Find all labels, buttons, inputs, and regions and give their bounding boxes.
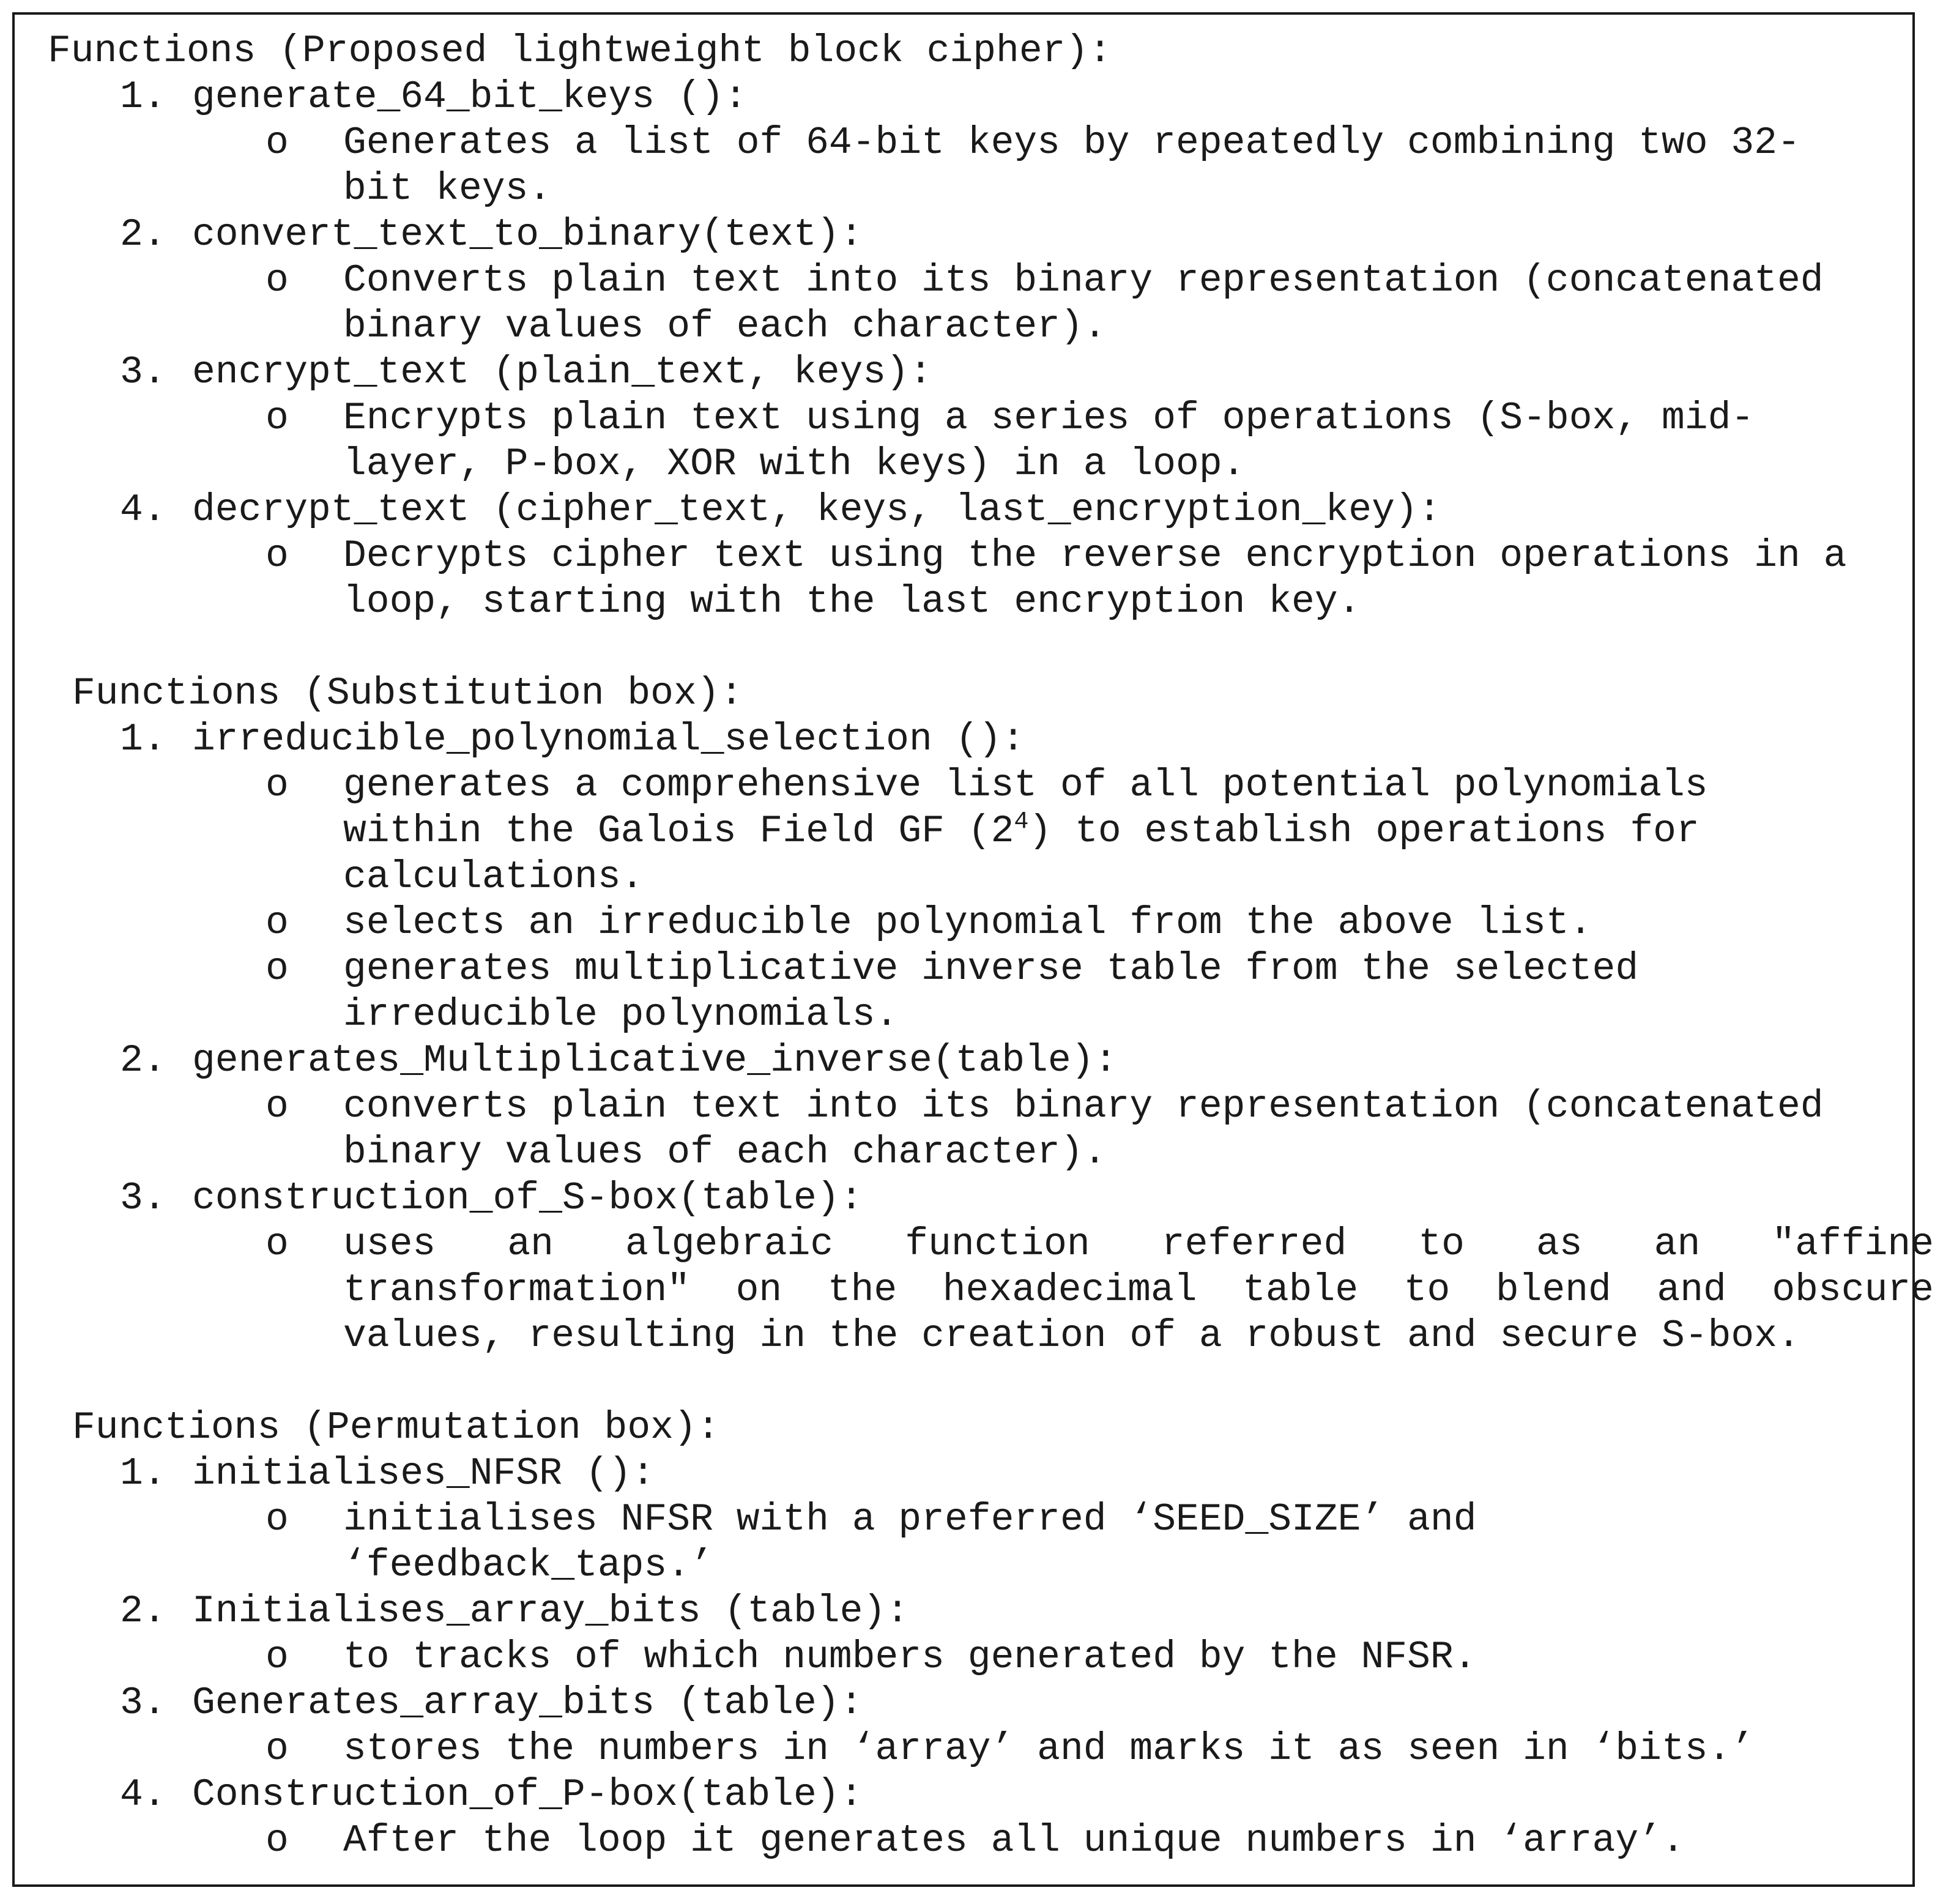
item-number: 2.: [120, 1039, 166, 1082]
bullet-line: [33, 258, 1894, 303]
function-item: [33, 1588, 1894, 1634]
item-number: 1.: [120, 1452, 166, 1495]
bullet-line: [33, 395, 1894, 441]
function-title: convert_text_to_binary(text):: [192, 213, 863, 256]
item-number: 1.: [120, 718, 166, 761]
item-number: 4.: [120, 1773, 166, 1817]
function-item: [33, 74, 1894, 120]
item-number: 1.: [120, 75, 166, 119]
bullet-line: [33, 762, 1894, 808]
function-title: generate_64_bit_keys ():: [192, 75, 748, 119]
bullet-line: [33, 1634, 1894, 1680]
bullet-line: [33, 946, 1894, 992]
bullet-continuation: binary values of each character).: [343, 305, 1107, 348]
bullet-text: selects an irreducible polynomial from the above list.: [343, 901, 1592, 945]
bullet-line: [33, 1084, 1894, 1129]
bullet-text: generates a comprehensive list of all potential polynomials: [343, 764, 1708, 807]
bullet-mark: o: [266, 764, 289, 807]
bullet-mark: o: [266, 534, 289, 578]
function-item: [33, 1038, 1894, 1084]
bullet-mark: o: [266, 947, 289, 991]
bullet-line: [33, 1221, 1934, 1267]
bullet-text: transformation" on the hexadecimal table to blend and obscure: [343, 1268, 1934, 1312]
function-title: Construction_of_P-box(table):: [192, 1773, 863, 1817]
bullet-continuation: bit keys.: [343, 167, 552, 210]
function-title: initialises_NFSR ():: [192, 1452, 655, 1495]
bullet-continuation: irreducible polynomials.: [343, 993, 899, 1036]
section-heading-cipher: Functions (Proposed lightweight block cipher):: [48, 29, 1112, 73]
bullet-text-part: within the Galois Field GF (2: [343, 809, 1014, 853]
function-item: [33, 1680, 1894, 1726]
superscript-exponent: 4: [1014, 808, 1029, 836]
function-item: [33, 716, 1894, 762]
bullet-continuation: layer, P-box, XOR with keys) in a loop.: [343, 442, 1246, 486]
bullet-text: to tracks of which numbers generated by the NFSR.: [343, 1635, 1477, 1679]
bullet-continuation: loop, starting with the last encryption key.: [343, 580, 1361, 623]
bullet-continuation: [33, 808, 1894, 854]
bullet-text: uses an algebraic function referred to as an "affine: [343, 1222, 1934, 1266]
item-number: 2.: [120, 213, 166, 256]
bullet-text: generates multiplicative inverse table from the selected: [343, 947, 1639, 991]
bullet-line: [33, 120, 1894, 166]
bullet-text: Encrypts plain text using a series of operations (S-box, mid-: [343, 396, 1755, 440]
bullet-continuation: [33, 1267, 1934, 1313]
bullet-text: Generates a list of 64-bit keys by repeatedly combining two 32-: [343, 121, 1800, 165]
bullet-continuation: ‘feedback_taps.’: [343, 1544, 713, 1587]
bullet-line: [33, 900, 1894, 946]
function-title: generates_Multiplicative_inverse(table):: [192, 1039, 1118, 1082]
bullet-mark: o: [266, 1635, 289, 1679]
document-frame: [12, 12, 1934, 1887]
function-title: Generates_array_bits (table):: [192, 1681, 863, 1725]
item-number: 4.: [120, 488, 166, 532]
bullet-mark: o: [266, 1727, 289, 1771]
function-title: construction_of_S-box(table):: [192, 1177, 863, 1220]
bullet-mark: o: [266, 1085, 289, 1128]
spacer: [33, 625, 1894, 671]
function-item: [33, 1175, 1894, 1221]
bullet-mark: o: [266, 1222, 289, 1266]
function-item: [33, 1451, 1894, 1497]
spacer: [33, 1359, 1894, 1405]
bullet-text: stores the numbers in ‘array’ and marks it as seen in ‘bits.’: [343, 1727, 1755, 1771]
bullet-continuation: binary values of each character).: [343, 1131, 1107, 1174]
item-number: 2.: [120, 1590, 166, 1633]
bullet-continuation: calculations.: [343, 855, 644, 899]
bullet-text: After the loop it generates all unique numbers in ‘array’.: [343, 1819, 1685, 1862]
bullet-line: [33, 1818, 1894, 1864]
bullet-mark: o: [266, 901, 289, 945]
function-item: [33, 349, 1894, 395]
document-content: [33, 28, 1934, 1864]
bullet-mark: o: [266, 1819, 289, 1862]
bullet-text: converts plain text into its binary representation (concatenated: [343, 1085, 1824, 1128]
bullet-text-part: ) to establish operations for: [1028, 809, 1700, 853]
bullet-line: [33, 533, 1894, 579]
bullet-mark: o: [266, 1498, 289, 1541]
bullet-continuation: values, resulting in the creation of a robust and secure S-box.: [343, 1314, 1800, 1358]
bullet-line: [33, 1726, 1894, 1772]
bullet-line: [33, 1497, 1894, 1542]
function-title: encrypt_text (plain_text, keys):: [192, 351, 932, 394]
function-item: [33, 1772, 1894, 1818]
item-number: 3.: [120, 1177, 166, 1220]
function-title: Initialises_array_bits (table):: [192, 1590, 909, 1633]
bullet-mark: o: [266, 121, 289, 165]
section-heading-sbox: Functions (Substitution box):: [72, 672, 743, 715]
function-item: [33, 212, 1894, 258]
function-item: [33, 487, 1894, 533]
bullet-mark: o: [266, 396, 289, 440]
bullet-text: initialises NFSR with a preferred ‘SEED_SIZE’ and: [343, 1498, 1477, 1541]
item-number: 3.: [120, 1681, 166, 1725]
bullet-mark: o: [266, 259, 289, 302]
section-heading-pbox: Functions (Permutation box):: [72, 1406, 720, 1449]
function-title: decrypt_text (cipher_text, keys, last_encryption_key):: [192, 488, 1441, 532]
function-title: irreducible_polynomial_selection ():: [192, 718, 1025, 761]
bullet-text: Decrypts cipher text using the reverse encryption operations in a: [343, 534, 1847, 578]
bullet-text: Converts plain text into its binary representation (concatenated: [343, 259, 1824, 302]
item-number: 3.: [120, 351, 166, 394]
